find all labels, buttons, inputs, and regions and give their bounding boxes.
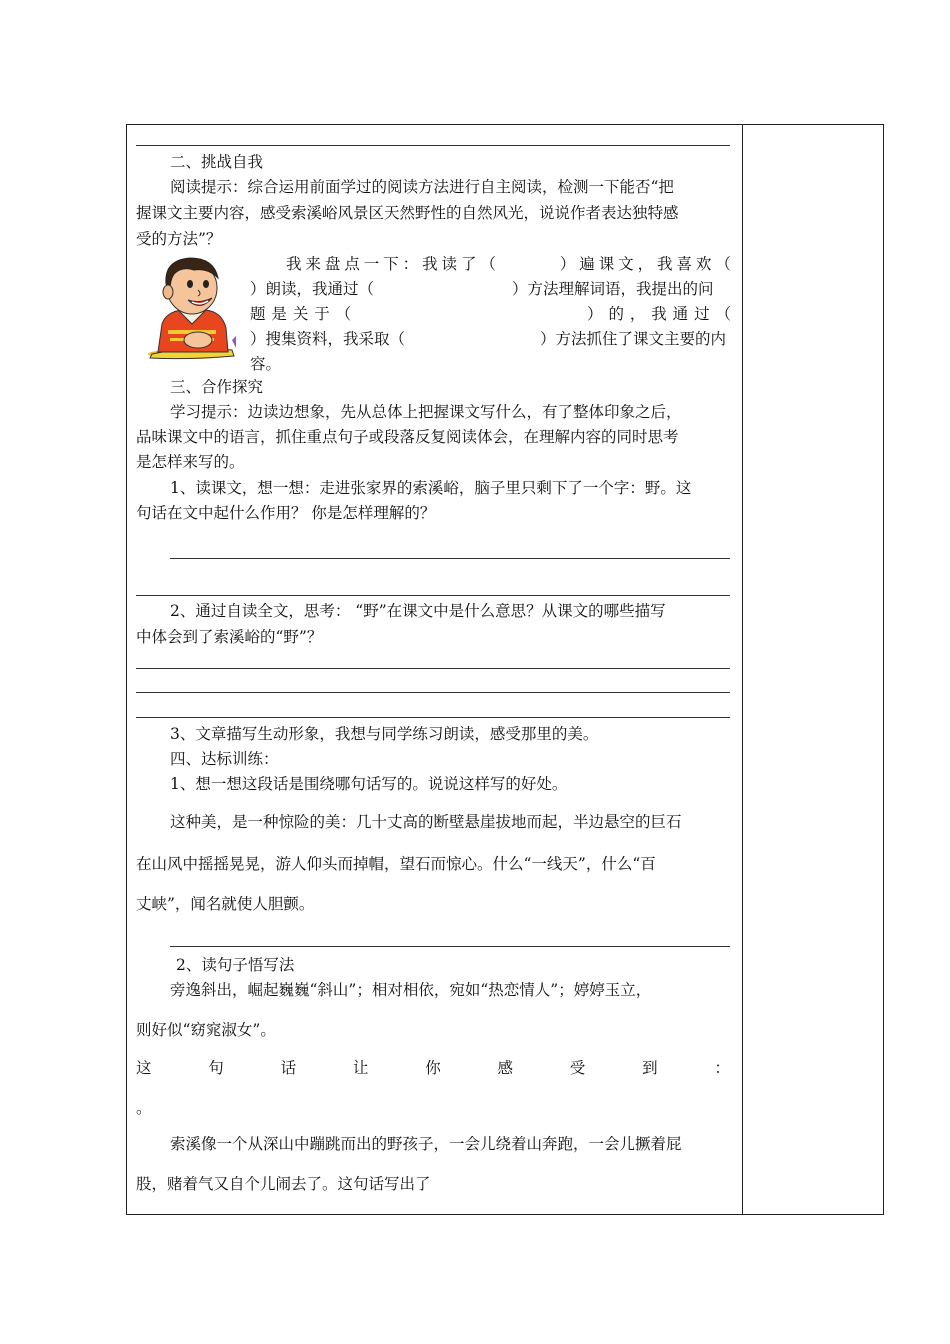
passage-line: 这种美，是一种惊险的美：几十丈高的断壁悬崖拔地而起，半边悬空的巨石 [170,813,682,831]
checklist-line: ）朗读，我通过（ [250,280,375,298]
question-line: 1、读课文，想一想：走进张家界的索溪峪，脑子里只剩下了一个字：野。这 [170,479,692,497]
feeling-prompt-period: 。 [136,1099,152,1117]
checklist-line: ）搜集资料，我采取（ [250,330,406,348]
answer-line [136,668,730,669]
study-tip-line: 品味课文中的语言，抓住重点句子或段落反复阅读体会，在理解内容的同时思考 [136,428,679,446]
sentence-line: 旁逸斜出，崛起巍巍“斜山”；相对相依，宛如“热恋情人”；婷婷玉立， [170,981,652,999]
checklist-line: ）方法抓住了课文主要的内 [540,330,727,348]
study-tip-line: 是怎样来写的。 [136,453,245,471]
answer-line [136,145,730,146]
study-tip-line: 学习提示：边读边想象，先从总体上把握课文写什么，有了整体印象之后， [170,403,682,421]
section-heading: 三、合作探究 [170,378,264,396]
section-heading: 二、挑战自我 [170,153,264,171]
checklist-line: 我 来 盘 点 一 下 ： 我 读 了 （ ） 遍 课 文 ， 我 喜 欢 （ [286,255,731,273]
feeling-prompt-line: 这 句 话 让 你 感 受 到 ： [136,1059,730,1077]
answer-line [136,717,730,718]
sentence-line: 则好似“窈窕淑女”。 [136,1021,276,1039]
question-line: 2、通过自读全文，思考： “野”在课文中是什么意思？从课文的哪些描写 [170,602,666,620]
question-line: 3、文章描写生动形象，我想与同学练习朗读，感受那里的美。 [170,725,599,743]
table-column-divider [742,124,743,1215]
answer-line [170,946,730,947]
sentence-line: 股，赌着气又自个儿闹去了。这句话写出了 [136,1175,431,1193]
answer-line [136,692,730,693]
section-heading: 四、达标训练： [170,750,279,768]
checklist-line: 题 是 关 于 （ ） 的 ， 我 通 过 （ [250,305,731,323]
sentence-line: 索溪像一个从深山中蹦跳而出的野孩子，一会儿绕着山奔跑，一会儿撅着屁 [170,1135,682,1153]
question-line: 句话在文中起什么作用？ 你是怎样理解的？ [136,504,436,522]
answer-line [136,595,730,596]
answer-line [170,558,730,559]
cartoon-boy-illustration [148,254,238,362]
page-table-frame [126,124,884,1215]
reading-tip-line: 阅读提示：综合运用前面学过的阅读方法进行自主阅读，检测一下能否“把 [170,178,674,196]
passage-line: 在山风中摇摇晃晃，游人仰头而掉帽，望石而惊心。什么“一线天”，什么“百 [136,855,656,873]
exercise-item: 2、读句子悟写法 [176,956,295,974]
checklist-line: ）方法理解词语，我提出的问 [512,280,714,298]
exercise-item: 1、想一想这段话是围绕哪句话写的。说说这样写的好处。 [170,775,568,793]
checklist-line: 容。 [250,355,282,373]
question-line: 中体会到了索溪峪的“野”？ [136,628,323,646]
reading-tip-line: 握课文主要内容，感受索溪峪风景区天然野性的自然风光，说说作者表达独特感 [136,204,679,222]
passage-line: 丈峡”，闻名就使人胆颤。 [136,895,315,913]
reading-tip-line: 受的方法”？ [136,230,222,248]
